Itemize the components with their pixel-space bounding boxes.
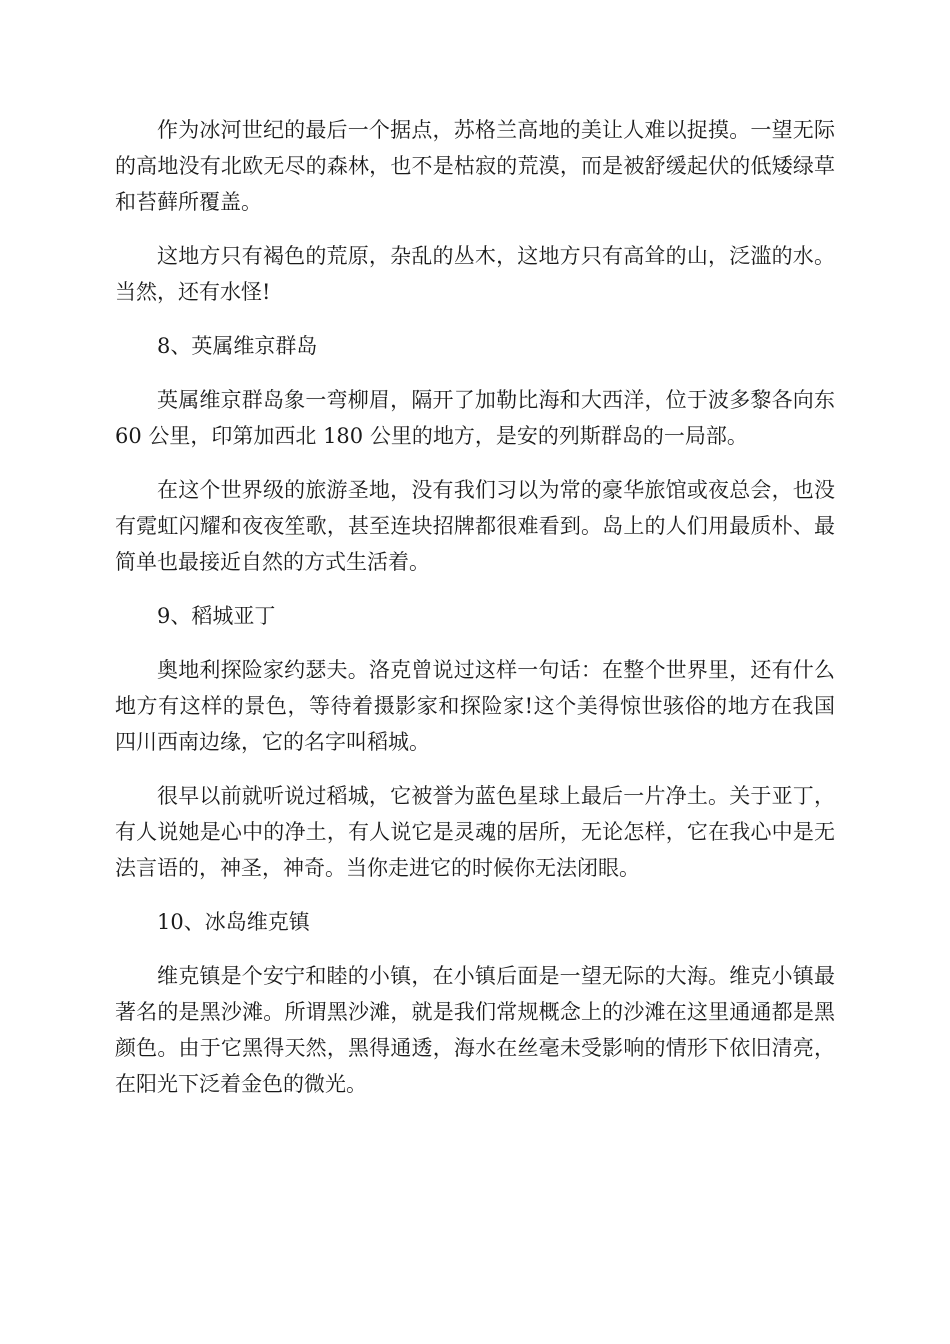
paragraph-daocheng-2: 很早以前就听说过稻城，它被誉为蓝色星球上最后一片净土。关于亚丁，有人说她是心中的净土，有人说它是灵魂的居所，无论怎样，它在我心中是无法言语的，神圣，神奇。当你走进它的时候你无法闭眼。 bbox=[115, 784, 835, 880]
paragraph-daocheng-1: 奥地利探险家约瑟夫。洛克曾说过这样一句话：在整个世界里，还有什么地方有这样的景色，等待着摄影家和探险家!这个美得惊世骇俗的地方在我国四川西南边缘，它的名字叫稻城。 bbox=[115, 658, 835, 754]
section-heading-bvi: 8、英属维京群岛 bbox=[157, 334, 318, 358]
paragraph-bvi-2: 在这个世界级的旅游圣地，没有我们习以为常的豪华旅馆或夜总会，也没有霓虹闪耀和夜夜笙歌，甚至连块招牌都很难看到。岛上的人们用最质朴、最简单也最接近自然的方式生活着。 bbox=[115, 478, 835, 574]
paragraph-bvi-1: 英属维京群岛象一弯柳眉，隔开了加勒比海和大西洋，位于波多黎各向东 60 公里，印第加西北 180 公里的地方，是安的列斯群岛的一局部。 bbox=[115, 388, 835, 448]
paragraph-vik-1: 维克镇是个安宁和睦的小镇，在小镇后面是一望无际的大海。维克小镇最著名的是黑沙滩。所谓黑沙滩，就是我们常规概念上的沙滩在这里通通都是黑颜色。由于它黑得天然，黑得通透，海水在丝毫未受影响的情形下依旧清亮，在阳光下泛着金色的微光。 bbox=[115, 964, 835, 1096]
paragraph-scottish-highlands-2: 这地方只有褐色的荒原，杂乱的丛木，这地方只有高耸的山，泛滥的水。当然，还有水怪! bbox=[115, 244, 835, 304]
document-body bbox=[115, 112, 835, 1120]
section-heading-vik: 10、冰岛维克镇 bbox=[157, 910, 310, 934]
section-heading-daocheng: 9、稻城亚丁 bbox=[157, 604, 276, 628]
paragraph-scottish-highlands-1: 作为冰河世纪的最后一个据点，苏格兰高地的美让人难以捉摸。一望无际的高地没有北欧无尽的森林，也不是枯寂的荒漠，而是被舒缓起伏的低矮绿草和苔藓所覆盖。 bbox=[115, 118, 835, 214]
